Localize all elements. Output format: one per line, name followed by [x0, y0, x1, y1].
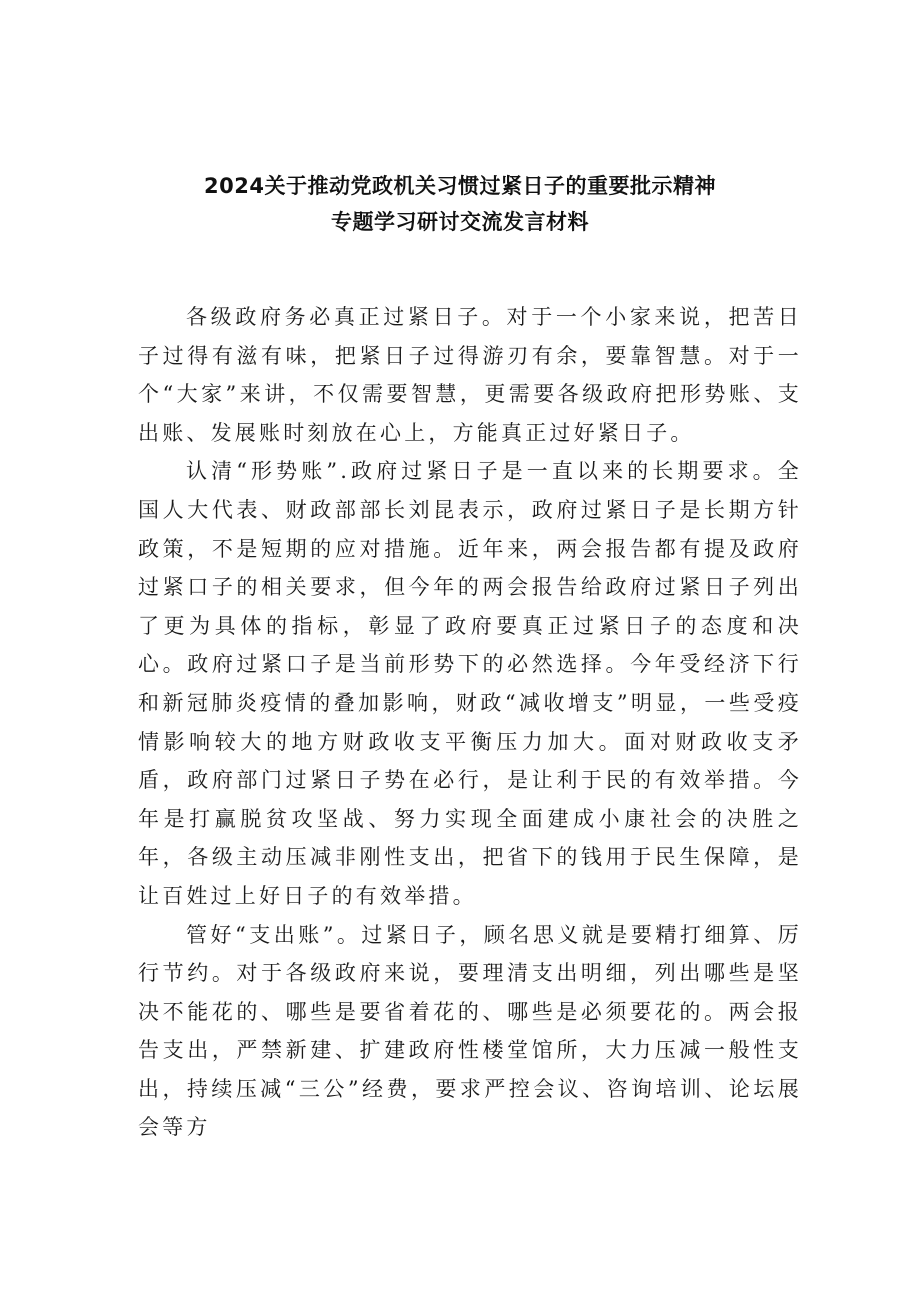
title-line-2: 专题学习研讨交流发言材料	[331, 210, 589, 234]
document-title	[0, 168, 920, 240]
title-line-1: 2024关于推动党政机关习惯过紧日子的重要批示精神	[204, 174, 716, 198]
paragraph-situation-account: 认清“形势账”.政府过紧日子是一直以来的长期要求。全国人大代表、财政部部长刘昆表示，政府过紧日子是长期方针政策，不是短期的应对措施。近年来，两会报告都有提及政府过紧口子的相关要求，但今年的两会报告给政府过紧日子列出了更为具体的指标，彰显了政府要真正过紧日子的态度和决心。政府过紧口子是当前形势下的必然选择。今年受经济下行和新冠肺炎疫情的叠加影响，财政“减收增支”明显，一些受疫情影响较大的地方财政收支平衡压力加大。面对财政收支矛盾，政府部门过紧日子势在必行，是让利于民的有效举措。今年是打赢脱贫攻坚战、努力实现全面建成小康社会的决胜之年，各级主动压减非刚性支出，把省下的钱用于民生保障，是让百姓过上好日子的有效举措。	[138, 459, 802, 908]
paragraph-intro: 各级政府务必真正过紧日子。对于一个小家来说，把苦日子过得有滋有味，把紧日子过得游刃有余，要靠智慧。对于一个“大家”来讲，不仅需要智慧，更需要各级政府把形势账、支出账、发展账时刻放在心上，方能真正过好紧日子。	[138, 305, 802, 445]
paragraph-expenditure-account: 管好“支出账”。过紧日子，顾名思义就是要精打细算、厉行节约。对于各级政府来说，要理清支出明细，列出哪些是坚决不能花的、哪些是要省着花的、哪些是必须要花的。两会报告支出，严禁新建、扩建政府性楼堂馆所，大力压减一般性支出，持续压减“三公”经费，要求严控会议、咨询培训、论坛展会等方	[138, 922, 802, 1140]
document-body	[138, 298, 802, 1147]
